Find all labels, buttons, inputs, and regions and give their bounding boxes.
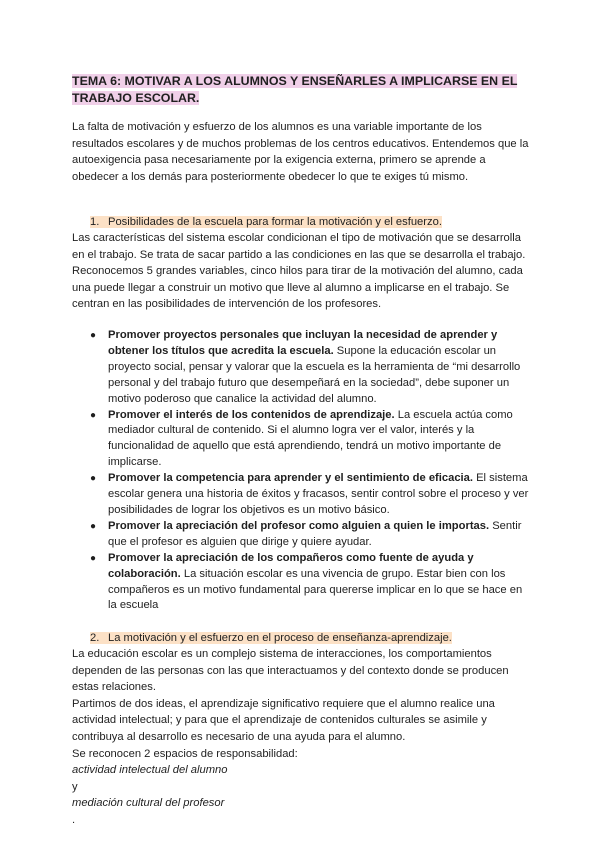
p3-mid: y (72, 780, 78, 793)
section-1-number: 1. (90, 216, 100, 228)
list-item (72, 471, 532, 519)
section-2-body (72, 646, 532, 829)
bullet-bold: Promover la apreciación de los compañeros como fuente de ayuda y colaboración. (108, 551, 474, 580)
bullet-icon: ● (90, 330, 97, 341)
bullet-text: Supone la educación escolar un proyecto social, pensar y valorar que la escuela es la herramienta de “mi desarrollo personal y del trabajo futuro que desempeñará en la sociedad”, debe suponer un motivo poderoso que canalice la actividad del alumno. (108, 344, 521, 405)
bullet-text: Sentir que el profesor es alguien que dirige y quiere ayudar. (108, 519, 522, 548)
bullet-bold: Promover la apreciación del profesor como alguien a quien le importas. (108, 519, 490, 532)
title-line-1: TEMA 6: MOTIVAR A LOS ALUMNOS Y ENSEÑARLES A IMPLICARSE EN EL (72, 74, 518, 88)
bullet-bold: Promover el interés de los contenidos de aprendizaje. (108, 408, 395, 421)
list-item (72, 328, 532, 408)
list-item (72, 519, 532, 551)
section-2-number: 2. (90, 632, 100, 644)
bullet-icon: ● (90, 552, 97, 564)
list-item (72, 551, 532, 615)
section-1-heading (90, 214, 442, 231)
section-2-paragraph-2: Partimos de dos ideas, el aprendizaje significativo requiere que el alumno realice una actividad intelectual; y para que el aprendizaje de contenidos culturales se asimile y contribuya al desarrollo es necesario de una ayuda para el alumno. (72, 697, 495, 743)
bullet-text: La situación escolar es una vivencia de grupo. Estar bien con los compañeros es un motivo fundamental para quererse implicar en lo que se hace en la escuela (108, 567, 523, 612)
bullet-icon: ● (90, 520, 97, 532)
bullet-icon: ● (90, 409, 97, 421)
section-2-heading-text: La motivación y el esfuerzo en el proceso de enseñanza-aprendizaje. (108, 632, 452, 644)
bullet-bold: Promover la competencia para aprender y el sentimiento de eficacia. (108, 472, 473, 485)
section-2-paragraph-1: La educación escolar es un complejo sistema de interacciones, los comportamientos dependen de las personas con las que interactuamos y del contexto donde se producen estas relaciones. (72, 648, 509, 694)
document-title (72, 73, 522, 106)
bullet-text: El sistema escolar genera una historia de éxitos y fracasos, sentir control sobre el proceso y ver posibilidades de lograr los objetivos es un motivo básico. (108, 472, 529, 516)
list-item (72, 408, 532, 472)
p3-end: . (72, 813, 76, 826)
p3-start: Se reconocen 2 espacios de responsabilidad: (72, 747, 298, 760)
p3-italic-2: mediación cultural del profesor (72, 797, 225, 810)
title-line-2: TRABAJO ESCOLAR. (72, 90, 200, 105)
bullet-text: La escuela actúa como mediador cultural de contenido. Si el alumno logra ver el valor, interés y la funcionalidad de aquello que está aprendiendo, tendrá un motivo importante de implicarse. (108, 408, 513, 469)
section-2-heading (90, 630, 452, 647)
section-1-bullet-list (72, 328, 532, 614)
intro-paragraph: La falta de motivación y esfuerzo de los alumnos es una variable importante de los resultados escolares y de muchos problemas de los centros educativos. Entendemos que la autoexigencia pasa necesariamente por la exigencia externa, primero se aprende a obedecer a los demás para posteriormente obedecer lo que te exiges tú mismo. (72, 121, 529, 183)
section-1-body: Las características del sistema escolar condicionan el tipo de motivación que se desarrolla en el trabajo. Se trata de sacar partido a las condiciones en las que se desarrolla el trabajo. Reconocemos 5 grandes variables, cinco hilos para tirar de la motivación del alumno, cada una puede llegar a construir un motivo que lleve al alumno a implicarse en el trabajo. Se centran en las posibilidades de intervención de los profesores. (72, 232, 526, 311)
section-1-heading-text: Posibilidades de la escuela para formar la motivación y el esfuerzo. (108, 216, 442, 228)
bullet-icon: ● (90, 473, 97, 485)
p3-italic-1: actividad intelectual del alumno (72, 764, 228, 777)
bullet-bold: Promover proyectos personales que incluyan la necesidad de aprender y obtener los títulos que acredita la escuela. (108, 329, 498, 357)
section-2-paragraph-3 (72, 746, 532, 829)
